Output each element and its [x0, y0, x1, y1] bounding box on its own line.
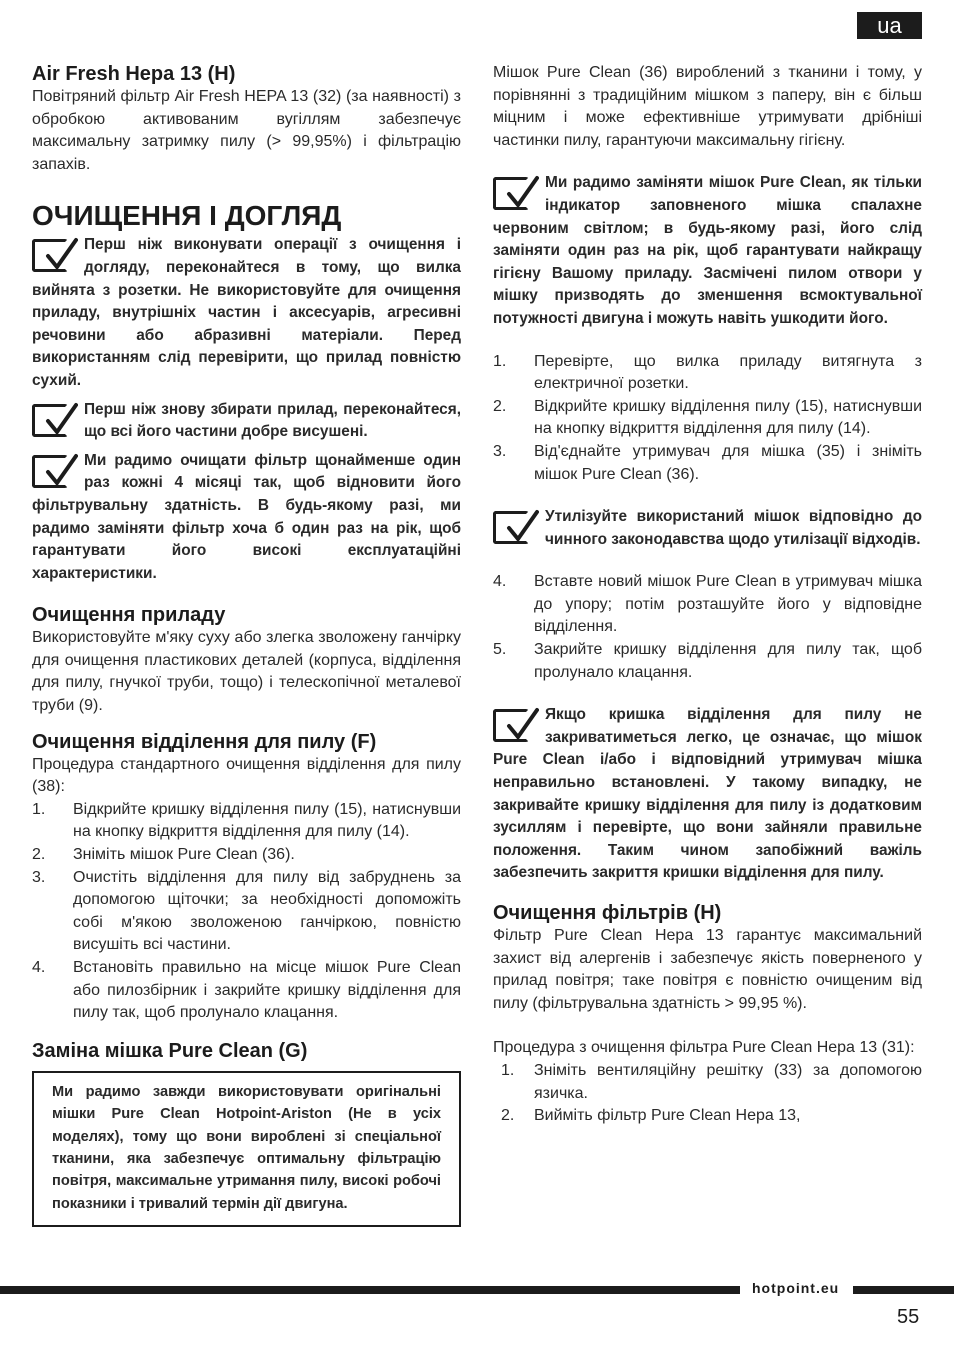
list-item: 1. Зніміть вентиляційну решітку (33) за допомогою язичка.: [501, 1061, 922, 1102]
list-item: 2. Вийміть фільтр Pure Clean Hepa 13,: [501, 1107, 801, 1125]
section-heading-dust: Очищення відділення для пилу (F): [32, 730, 377, 753]
note-dry-parts: Перш ніж знову збирати прилад, переконайтеся, що всі його частини добре висушені.: [32, 399, 461, 444]
filter-steps: [493, 1060, 922, 1128]
footer-rule-left: [0, 1286, 740, 1294]
bag-notice-text: Ми радимо завжди використовувати оригінальні мішки Pure Clean Hotpoint-Ariston (Не в усіх моделях), тому що вони вироблені зі спеціальної тканини, яка забезпечує оптимальну фільтрацію повітря, максимальне утримання пилу, високі робочі показники і тривалий термін дії двигуна.: [52, 1083, 441, 1212]
checkmark-icon: [32, 452, 78, 489]
brand-url: hotpoint.eu: [752, 1280, 840, 1296]
note-replace-bag: Ми радимо заміняти мішок Pure Clean, як тільки індикатор заповненого мішка спалахне червоним світлом; в будь-якому разі, його слід заміняти один раз на рік, щоб гарантувати найкращу гігієну Вашому приладу. Засмічені пилом отвори у мішку призводять до зменшення всмоктувальної потужності двигуна і можуть навіть ушкодити його.: [493, 174, 922, 327]
clean-device-text: Використовуйте м'яку суху або злегка зволожену ганчірку для очищення пластикових деталей (корпуса, відділення для пилу, гнучкої труби, тощо) і телескопічної металевої труби (9).: [32, 629, 461, 715]
bag-notice-box: [32, 1071, 461, 1227]
list-item: 3. Очистіть відділення для пилу від забруднень за допомогою щіточки; за необхідності допоможіть собі м'якою зволоженою ганчіркою, повністю висушіть всі частини.: [32, 868, 461, 954]
air-fresh-text: Повітряний фільтр Air Fresh HEPA 13 (32) (за наявності) з обробкою активованим вугіллям забезпечує максимальну затримку пилу (> 99,95%) і фільтрацію запахів.: [32, 88, 461, 173]
filter-procedure: Процедура з очищення фільтра Pure Clean Hepa 13 (31):: [493, 1039, 915, 1057]
list-item: 5. Закрийте кришку відділення для пилу так, щоб пролунало клацання.: [493, 641, 922, 681]
page-title: ОЧИЩЕННЯ І ДОГЛЯД: [32, 200, 342, 232]
list-item: 2. Відкрийте кришку відділення пилу (15), натиснувши на кнопку відкриття відділення для пилу (14).: [493, 397, 922, 438]
note-lid: Якщо кришка відділення для пилу не закриватиметься легко, це означає, що мішок Pure Clean і/або і відповідний утримувач мішка неправильно встановлені. У такому випадку, не закривайте кришку відділення для пилу із додатковим зусиллям і перевірте, що вони зайняли правильне положення. Таким чином запобіжний важіль забезпечить закриття кришки відділення для пилу.: [493, 706, 922, 882]
section-heading-bag: Заміна мішка Pure Clean (G): [32, 1039, 308, 1062]
list-item: 2. Зніміть мішок Pure Clean (36).: [32, 846, 295, 864]
list-item: 1. Відкрийте кришку відділення пилу (15), натиснувши на кнопку відкриття відділення для пилу (14).: [32, 800, 461, 841]
page-number: 55: [897, 1306, 920, 1328]
checkmark-icon: [493, 706, 539, 743]
filter-text: Фільтр Pure Clean Hepa 13 гарантує максимальний захист від алергенів і забезпечує якість поверненого у прилад повітря; таке повітря є повністю очищеним від пилу (фільтрувальна здатність > 99,95 %).: [493, 927, 922, 1012]
note-unplug: Перш ніж виконувати операції з очищення і догляду, переконайтеся в тому, що вилка вийнята з розетки. Не використовуйте для очищення приладу, внутрішніх частин і аксесуарів, агресивні речовини або абразивні матеріали. Перед використанням слід перевірити, що прилад повністю сухий.: [32, 236, 461, 389]
checkmark-icon: [32, 236, 78, 273]
checkmark-icon: [493, 508, 539, 545]
footer-rule-right: [853, 1286, 954, 1294]
air-fresh-heading: Air Fresh Hepa 13 (H): [32, 63, 236, 85]
language-badge: ua: [857, 12, 922, 39]
bag-intro: Мішок Pure Clean (36) вироблений з тканини і тому, у порівнянні з традиційним мішком з паперу, він є більш міцним і може ефективніше утримувати дрібніші частинки пилу, гарантуючи максимальну гігієну.: [493, 64, 922, 149]
left-column: [32, 62, 461, 1227]
list-item: 1. Перевірте, що вилка приладу витягнута з електричної розетки.: [493, 352, 922, 393]
list-item: 3. Від'єднайте утримувач для мішка (35) і зніміть мішок Pure Clean (36).: [493, 442, 922, 483]
dust-steps: [32, 799, 461, 1025]
checkmark-icon: [32, 401, 78, 438]
note-dispose: Утилізуйте використаний мішок відповідно до чинного законодавства щодо утилізації відходів.: [493, 506, 922, 551]
note-filter: Ми радимо очищати фільтр щонайменше один раз кожні 4 місяці так, щоб відновити його фільтрувальну здатність. В будь-якому разі, ми радимо заміняти фільтр хоча б один раз на рік, щоб гарантувати його високі експлуатаційні характеристики.: [32, 451, 461, 582]
list-item: 4. Встановіть правильно на місце мішок Pure Clean або пилозбірник і закрийте кришку відділення для пилу так, щоб пролунало клацання.: [32, 959, 461, 1022]
list-item: 4. Вставте новий мішок Pure Clean в утримувач мішка до упору; потім розташуйте його у відповідне відділення.: [493, 573, 922, 636]
checkmark-icon: [493, 174, 539, 211]
dust-intro: Процедура стандартного очищення відділення для пилу (38):: [32, 755, 461, 796]
bag-steps-a: [493, 351, 922, 487]
section-heading-clean-device: Очищення приладу: [32, 604, 226, 627]
section-heading-filters: Очищення фільтрів (H): [493, 902, 722, 924]
bag-steps-b: [493, 571, 922, 684]
right-column: [493, 62, 922, 1128]
